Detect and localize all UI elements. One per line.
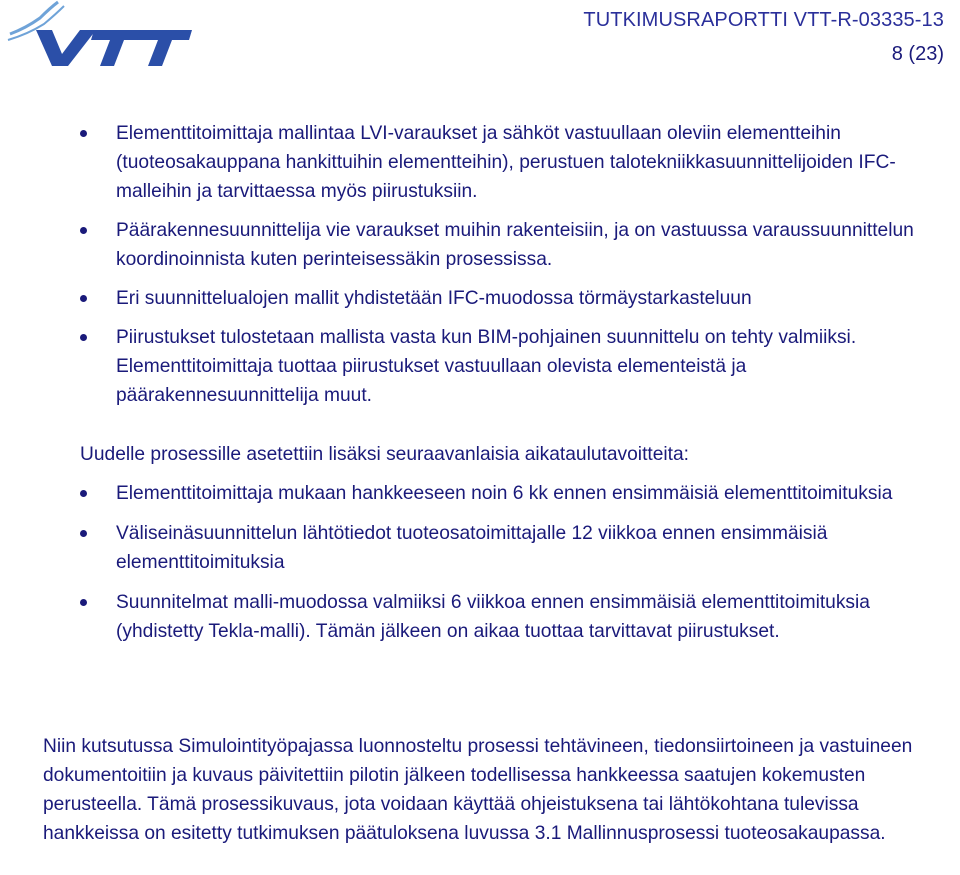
vtt-logo	[6, 0, 192, 72]
report-title: TUTKIMUSRAPORTTI VTT-R-03335-13	[583, 9, 944, 31]
bullet-icon	[80, 490, 87, 497]
list-item	[0, 588, 960, 646]
closing-paragraph: Niin kutsutussa Simulointityöpajassa luonnosteltu prosessi tehtävineen, tiedonsiirtoineen ja vastuineen dokumentoitiin ja kuvaus päivitettiin pilotin jälkeen todellisessa hankkeessa saatujen kokemusten perusteella. Tämä prosessikuvaus, jota voidaan käyttää ohjeistuksena tai lähtökohtana tulevissa hankkeissa on esitetty tutkimuksen päätuloksena luvussa 3.1 Mallinnusprosessi tuoteosakaupassa.	[43, 736, 913, 844]
list-item	[0, 479, 960, 508]
schedule-bullet-list	[0, 479, 960, 657]
bullet-text: Suunnitelmat malli-muodossa valmiiksi 6 viikkoa ennen ensimmäisiä elementtitoimituksia (yhdistetty Tekla-malli). Tämän jälkeen on aikaa tuottaa tarvittavat piirustukset.	[116, 592, 870, 642]
list-item	[0, 119, 960, 206]
bullet-icon	[80, 530, 87, 537]
list-item	[0, 284, 960, 313]
bullet-icon	[80, 227, 87, 234]
bullet-icon	[80, 295, 87, 302]
bullet-icon	[80, 334, 87, 341]
page-number: 8 (23)	[891, 43, 944, 65]
bullet-icon	[80, 130, 87, 137]
bullet-icon	[80, 599, 87, 606]
bullet-text: Piirustukset tulostetaan mallista vasta kun BIM-pohjainen suunnittelu on tehty valmiiksi. Elementtitoimittaja tuottaa piirustukset vastuullaan olevista elementeistä ja päärakennesuunnittelija muut.	[116, 327, 857, 406]
schedule-intro-paragraph: Uudelle prosessille asetettiin lisäksi seuraavanlaisia aikataulutavoitteita:	[80, 444, 689, 465]
bullet-text: Väliseinäsuunnittelun lähtötiedot tuoteosatoimittajalle 12 viikkoa ennen ensimmäisiä elementtitoimituksia	[116, 523, 828, 573]
list-item	[0, 216, 960, 274]
bullet-text: Elementtitoimittaja mallintaa LVI-varaukset ja sähköt vastuullaan oleviin elementteihin (tuoteosakauppana hankittuihin elementteihin), perustuen talotekniikkasuunnittelijoiden IFC-malleihin ja tarvittaessa myös piirustuksiin.	[116, 123, 896, 202]
bullet-text: Elementtitoimittaja mukaan hankkeeseen noin 6 kk ennen ensimmäisiä elementtitoimituksia	[116, 483, 893, 504]
list-item	[0, 323, 960, 410]
list-item	[0, 519, 960, 577]
bullet-text: Päärakennesuunnittelija vie varaukset muihin rakenteisiin, ja on vastuussa varaussuunnittelun koordinoinnista kuten perinteisessäkin prosessissa.	[116, 220, 914, 270]
requirements-bullet-list	[0, 119, 960, 420]
bullet-text: Eri suunnittelualojen mallit yhdistetään IFC-muodossa törmäystarkasteluun	[116, 288, 752, 309]
